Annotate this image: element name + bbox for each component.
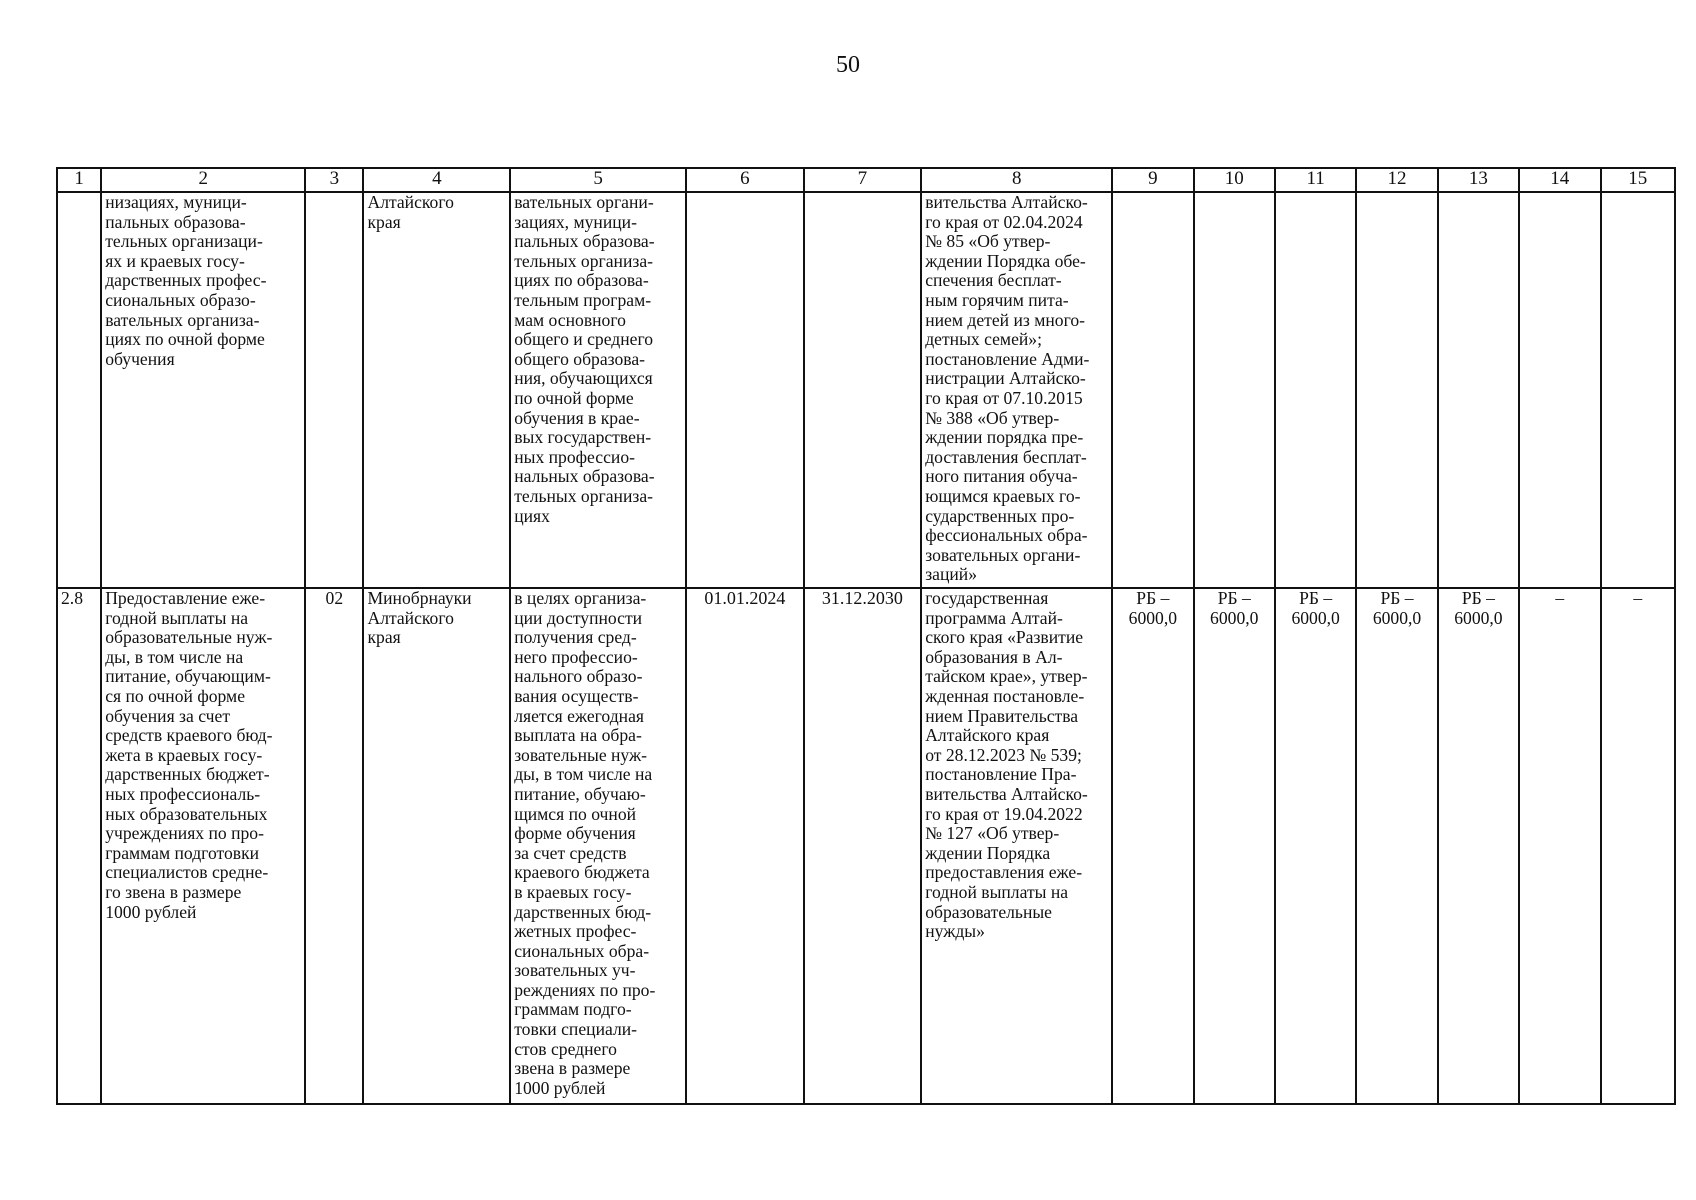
cell-code: 02 xyxy=(305,588,363,1104)
header-row xyxy=(57,168,1675,192)
col-header-3: 3 xyxy=(305,168,363,192)
col-header-4: 4 xyxy=(363,168,510,192)
cell-funding-11: РБ – 6000,0 xyxy=(1275,588,1356,1104)
col-header-10: 10 xyxy=(1194,168,1275,192)
cell-funding-10: РБ – 6000,0 xyxy=(1194,588,1275,1104)
cell-funding-10 xyxy=(1194,192,1275,588)
table-row xyxy=(57,588,1675,1104)
col-header-13: 13 xyxy=(1438,168,1519,192)
cell-description: в целях организа- ции доступности получения сред- него профессио- нального образо- вания осуществ- ляется ежегодная выплата на обра- зовательные нуж- ды, в том числе на питание, обучаю- щимся по очной форме обучения за счет средств краевого бюджета в краевых госу- дарственных бюд- жетных профес- сиональных обра- зовательных уч- реждениях по про- граммам подго- товки специали- стов среднего звена в размере 1000 рублей xyxy=(510,588,686,1104)
program-table xyxy=(56,167,1676,1105)
cell-end-date: 31.12.2030 xyxy=(804,588,922,1104)
cell-funding-11 xyxy=(1275,192,1356,588)
col-header-1: 1 xyxy=(57,168,101,192)
cell-executor: Минобрнауки Алтайского края xyxy=(363,588,510,1104)
cell-funding-14: – xyxy=(1519,588,1600,1104)
cell-event-name: низациях, муници- пальных образова- тельных организаци- ях и краевых госу- дарственных профес- сиональных образо- вательных организа- циях по очной форме обучения xyxy=(101,192,305,588)
col-header-8: 8 xyxy=(921,168,1112,192)
cell-number xyxy=(57,192,101,588)
cell-funding-15 xyxy=(1601,192,1676,588)
cell-funding-9: РБ – 6000,0 xyxy=(1112,588,1193,1104)
cell-end-date xyxy=(804,192,922,588)
cell-code xyxy=(305,192,363,588)
col-header-2: 2 xyxy=(101,168,305,192)
cell-description: вательных органи- зациях, муници- пальных образова- тельных организа- циях по образова- тельным програм- мам основного общего и среднего общего образова- ния, обучающихся по очной форме обучения в крае- вых государствен- ных профессио- нальных образова- тельных организа- циях xyxy=(510,192,686,588)
cell-event-name: Предоставление еже- годной выплаты на образовательные нуж- ды, в том числе на питание, обучающим- ся по очной форме обучения за счет средств краевого бюд- жета в краевых госу- дарственных бюджет- ных профессиональ- ных образовательных учреждениях по про- граммам подготовки специалистов средне- го звена в размере 1000 рублей xyxy=(101,588,305,1104)
cell-funding-12: РБ – 6000,0 xyxy=(1356,588,1437,1104)
cell-executor: Алтайского края xyxy=(363,192,510,588)
table-row xyxy=(57,192,1675,588)
cell-number: 2.8 xyxy=(57,588,101,1104)
cell-funding-13: РБ – 6000,0 xyxy=(1438,588,1519,1104)
col-header-15: 15 xyxy=(1601,168,1676,192)
col-header-6: 6 xyxy=(686,168,804,192)
page-number: 50 xyxy=(836,52,860,78)
cell-legal-basis: государственная программа Алтай- ского края «Развитие образования в Ал- тайском крае», утвер- жденная постановле- нием Правительства Алтайского края от 28.12.2023 № 539; постановление Пра- вительства Алтайско- го края от 19.04.2022 № 127 «Об утвер- ждении Порядка предоставления еже- годной выплаты на образовательные нужды» xyxy=(921,588,1112,1104)
cell-funding-12 xyxy=(1356,192,1437,588)
cell-funding-9 xyxy=(1112,192,1193,588)
col-header-7: 7 xyxy=(804,168,922,192)
col-header-11: 11 xyxy=(1275,168,1356,192)
col-header-9: 9 xyxy=(1112,168,1193,192)
cell-legal-basis: вительства Алтайско- го края от 02.04.2024 № 85 «Об утвер- ждении Порядка обе- спечения бесплат- ным горячим пита- нием детей из много- детных семей»; постановление Адми- нистрации Алтайско- го края от 07.10.2015 № 388 «Об утвер- ждении порядка пре- доставления бесплат- ного питания обуча- ющимся краевых го- сударственных про- фессиональных обра- зовательных органи- заций» xyxy=(921,192,1112,588)
cell-start-date: 01.01.2024 xyxy=(686,588,804,1104)
cell-start-date xyxy=(686,192,804,588)
col-header-12: 12 xyxy=(1356,168,1437,192)
col-header-5: 5 xyxy=(510,168,686,192)
col-header-14: 14 xyxy=(1519,168,1600,192)
cell-funding-15: – xyxy=(1601,588,1676,1104)
cell-funding-13 xyxy=(1438,192,1519,588)
cell-funding-14 xyxy=(1519,192,1600,588)
